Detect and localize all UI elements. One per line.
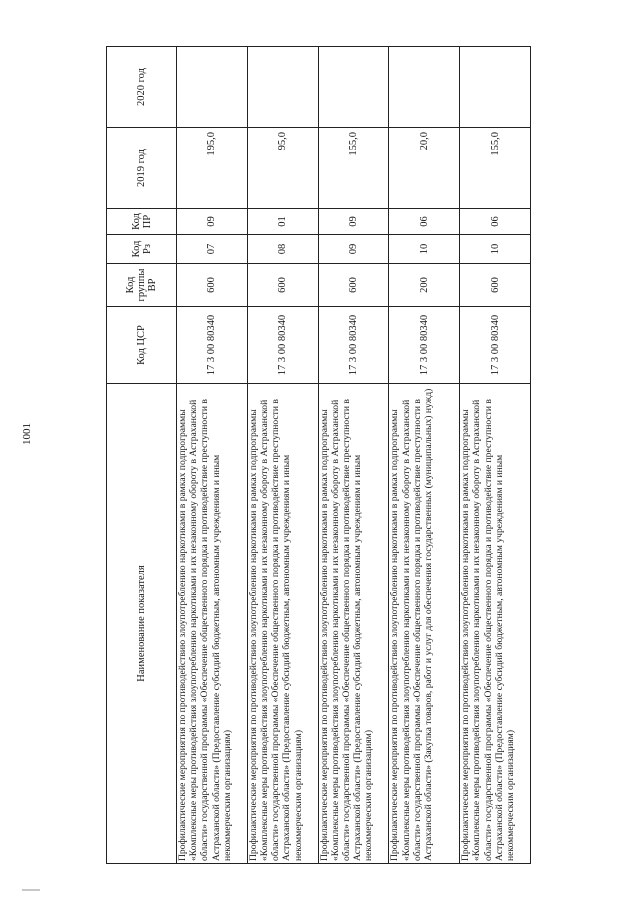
- row-value-2019: 20,0: [389, 128, 460, 209]
- table-row: [247, 47, 318, 864]
- row-value-2019: 155,0: [318, 128, 389, 209]
- row-name: Профилактические мероприятия по противодействию злоупотреблению наркотиками в рамках подпрограммы «Комплексные меры противодействия злоупотреблению наркотиками и их незаконному обороту в Астраханской области» государственной программы «Обеспечение общественного порядка и противодействие преступности в Астраханской области» (Предоставление субсидий бюджетным, автономным учреждениям и иным некоммерческим организациям): [177, 384, 248, 864]
- row-vr-code: 600: [460, 264, 531, 307]
- row-pr-code: 06: [460, 209, 531, 235]
- row-vr-code: 600: [177, 264, 248, 307]
- row-pr-code: 01: [247, 209, 318, 235]
- table-row: [389, 47, 460, 864]
- table-row: [460, 47, 531, 864]
- row-rz-code: 07: [177, 235, 248, 264]
- row-rz-code: 10: [460, 235, 531, 264]
- row-value-2020: [389, 47, 460, 128]
- row-rz-code: 08: [247, 235, 318, 264]
- row-csr-code: 17 3 00 80340: [318, 307, 389, 384]
- page-number: 1001: [21, 423, 33, 445]
- table-row: [177, 47, 248, 864]
- header-2019: 2019 год: [107, 128, 177, 209]
- row-csr-code: 17 3 00 80340: [389, 307, 460, 384]
- scan-edge-mark: [22, 889, 40, 891]
- budget-table-container: [106, 47, 530, 864]
- header-pr-code: Код ПР: [107, 209, 177, 235]
- row-csr-code: 17 3 00 80340: [177, 307, 248, 384]
- row-rz-code: 10: [389, 235, 460, 264]
- row-value-2020: [460, 47, 531, 128]
- row-vr-code: 200: [389, 264, 460, 307]
- header-csr-code: Код ЦСР: [107, 307, 177, 384]
- row-vr-code: 600: [318, 264, 389, 307]
- row-rz-code: 09: [318, 235, 389, 264]
- row-value-2019: 155,0: [460, 128, 531, 209]
- row-name: Профилактические мероприятия по противодействию злоупотреблению наркотиками в рамках подпрограммы «Комплексные меры противодействия злоупотреблению наркотиками и их незаконному обороту в Астраханской области» государственной программы «Обеспечение общественного порядка и противодействие преступности в Астраханской области» (Предоставление субсидий бюджетным, автономным учреждениям и иным некоммерческим организациям): [460, 384, 531, 864]
- row-csr-code: 17 3 00 80340: [460, 307, 531, 384]
- header-vr-group-code: Код группы ВР: [107, 264, 177, 307]
- row-value-2019: 195,0: [177, 128, 248, 209]
- row-name: Профилактические мероприятия по противодействию злоупотреблению наркотиками в рамках подпрограммы «Комплексные меры противодействия злоупотреблению наркотиками и их незаконному обороту в Астраханской области» государственной программы «Обеспечение общественного порядка и противодействие преступности в Астраханской области» (Предоставление субсидий бюджетным, автономным учреждениям и иным некоммерческим организациям): [247, 384, 318, 864]
- header-rz-code: Код Рз: [107, 235, 177, 264]
- row-value-2020: [318, 47, 389, 128]
- row-pr-code: 06: [389, 209, 460, 235]
- row-pr-code: 09: [177, 209, 248, 235]
- row-pr-code: 09: [318, 209, 389, 235]
- header-2020: 2020 год: [107, 47, 177, 128]
- row-value-2019: 95,0: [247, 128, 318, 209]
- header-name: Наименование показателя: [107, 384, 177, 864]
- row-value-2020: [247, 47, 318, 128]
- table-header-row: [107, 47, 177, 864]
- budget-table: [106, 46, 531, 864]
- row-name: Профилактические мероприятия по противодействию злоупотреблению наркотиками в рамках подпрограммы «Комплексные меры противодействия злоупотреблению наркотиками и их незаконному обороту в Астраханской области» государственной программы «Обеспечение общественного порядка и противодействие преступности в Астраханской области» (Предоставление субсидий бюджетным, автономным учреждениям и иным некоммерческим организациям): [318, 384, 389, 864]
- row-csr-code: 17 3 00 80340: [247, 307, 318, 384]
- row-name: Профилактические мероприятия по противодействию злоупотреблению наркотиками в рамках подпрограммы «Комплексные меры противодействия злоупотреблению наркотиками и их незаконному обороту в Астраханской области» государственной программы «Обеспечение общественного порядка и противодействие преступности в Астраханской области» (Закупка товаров, работ и услуг для обеспечения государственных (муниципальных) нужд): [389, 384, 460, 864]
- table-row: [318, 47, 389, 864]
- row-vr-code: 600: [247, 264, 318, 307]
- row-value-2020: [177, 47, 248, 128]
